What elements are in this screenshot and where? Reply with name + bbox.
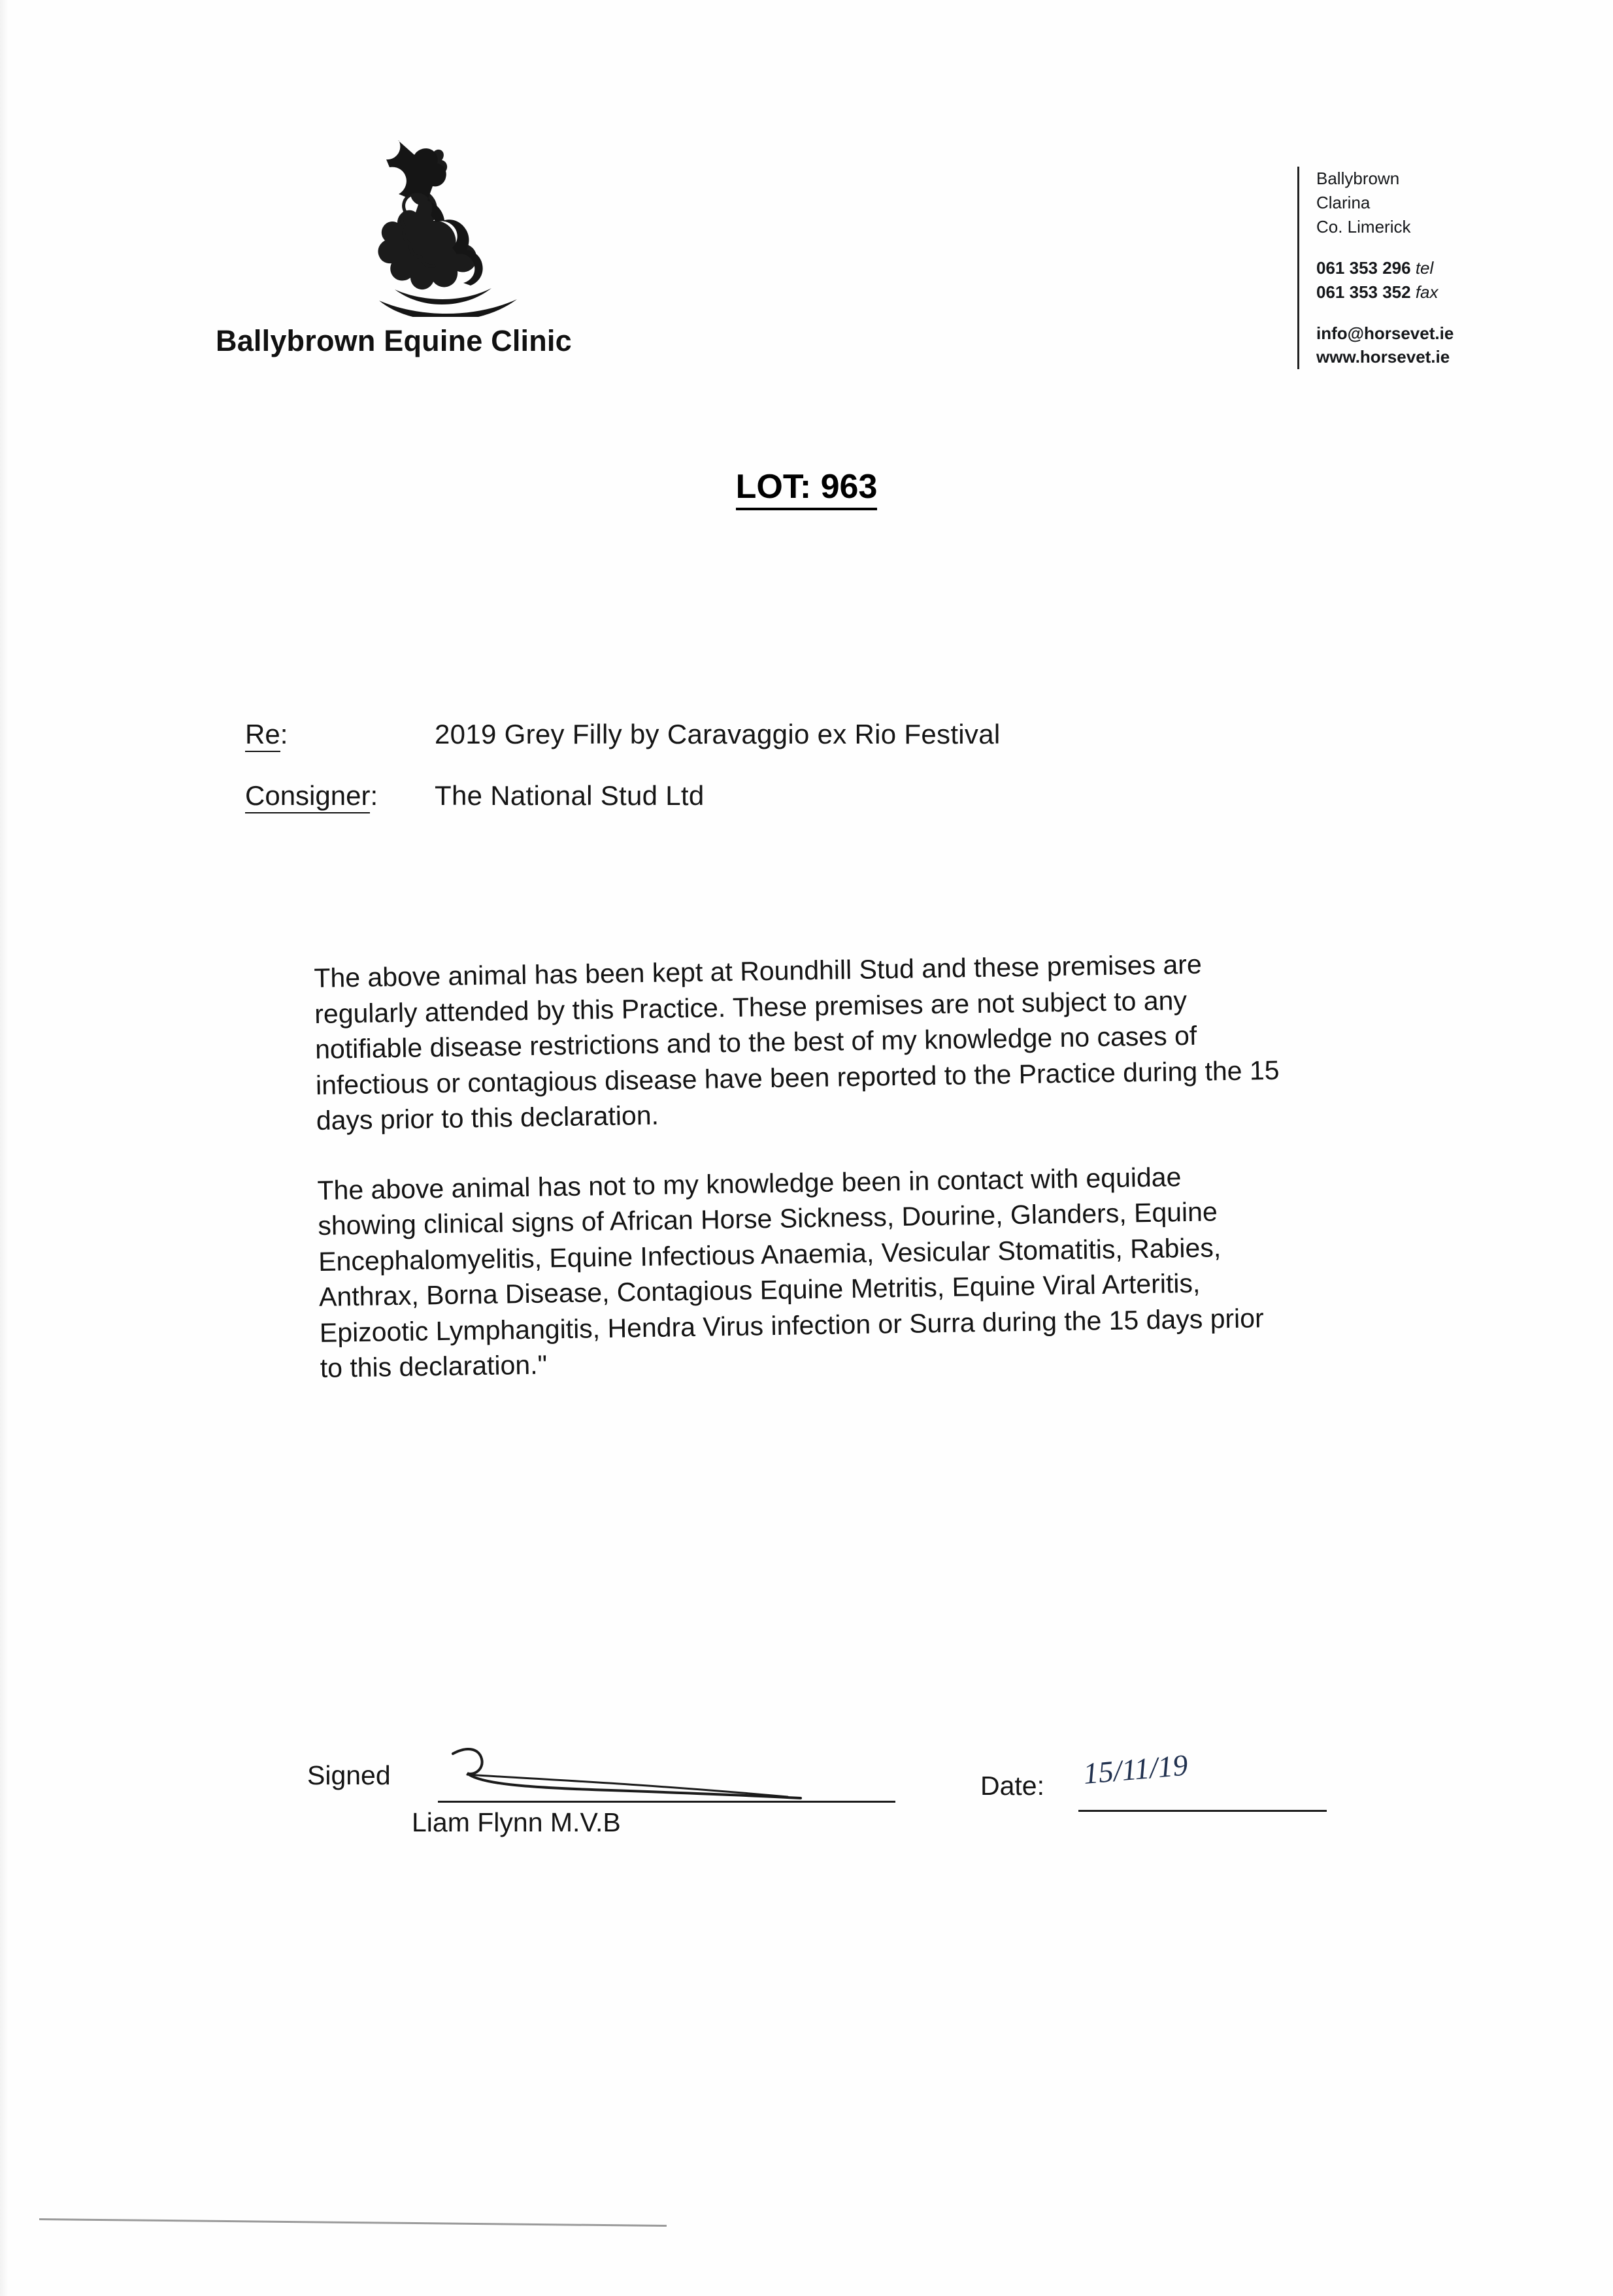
phone-block [1316,256,1597,304]
declaration-paragraph-2: The above animal has not to my knowledge been in contact with equidae showing clinical signs of African Horse Sickness, Dourine, Glanders, Equine Encephalomyelitis, Equine Infectious Anaemia, Vesicular Stomatitis, Rabies, Anthrax, Borna Disease, Contagious Equine Metritis, Equine Viral Arteritis, Epizootic Lymphangitis, Hendra Virus infection or Surra during the 15 days prior to this declaration." [317,1161,1265,1384]
letterhead-contact-block [1297,167,1597,369]
telephone-label: tel [1415,257,1434,278]
re-row [245,719,1422,750]
re-label-text: Re [245,719,280,752]
handwritten-signature-icon [448,1745,899,1810]
declaration-paragraph-1: The above animal has been kept at Roundhill Stud and these premises are regularly attended by this Practice. These premises are not subject to any notifiable disease restrictions and to the best of my knowledge no cases of infectious or contagious disease have been reported to the Practice during the 15 days prior to this declaration. [314,949,1280,1136]
scan-edge-artifact [0,0,9,2296]
date-line [1078,1810,1327,1812]
signature-line [438,1801,895,1803]
reference-block [245,719,1422,842]
horse-logo-icon [353,140,549,317]
date-value-handwritten: 15/11/19 [1082,1748,1189,1791]
lot-heading [0,467,1613,506]
re-value: 2019 Grey Filly by Caravaggio ex Rio Festival [435,719,1001,749]
email-address[interactable]: info@horsevet.ie [1316,323,1454,343]
website-address[interactable]: www.horsevet.ie [1316,347,1450,367]
web-block [1316,321,1597,370]
letterhead-logo-block [216,140,673,358]
consigner-label-text: Consigner [245,780,370,813]
consigner-value: The National Stud Ltd [435,780,705,811]
lot-heading-text: LOT: 963 [736,468,878,510]
re-colon: : [280,719,288,749]
signed-label: Signed [307,1760,391,1790]
re-label [245,719,435,750]
signer-name: Liam Flynn M.V.B [412,1807,621,1837]
address-line-3: Co. Limerick [1316,216,1411,237]
fax-line [1316,280,1597,304]
fax-label: fax [1415,282,1438,302]
declaration-body [314,945,1288,1386]
address-block [1316,167,1597,239]
address-line-1: Ballybrown [1316,169,1400,188]
consigner-row [245,780,1422,812]
clinic-name: Ballybrown Equine Clinic [216,324,572,357]
consigner-colon: : [370,780,378,811]
date-label: Date: [980,1771,1044,1801]
signature-row [307,1745,1353,1837]
signature-block [307,1745,1353,1837]
fax-number: 061 353 352 [1316,282,1411,302]
scan-artifact-line [39,2218,667,2227]
telephone-line [1316,256,1597,280]
address-line-2: Clarina [1316,192,1371,212]
telephone-number: 061 353 296 [1316,257,1411,278]
consigner-label [245,780,435,812]
